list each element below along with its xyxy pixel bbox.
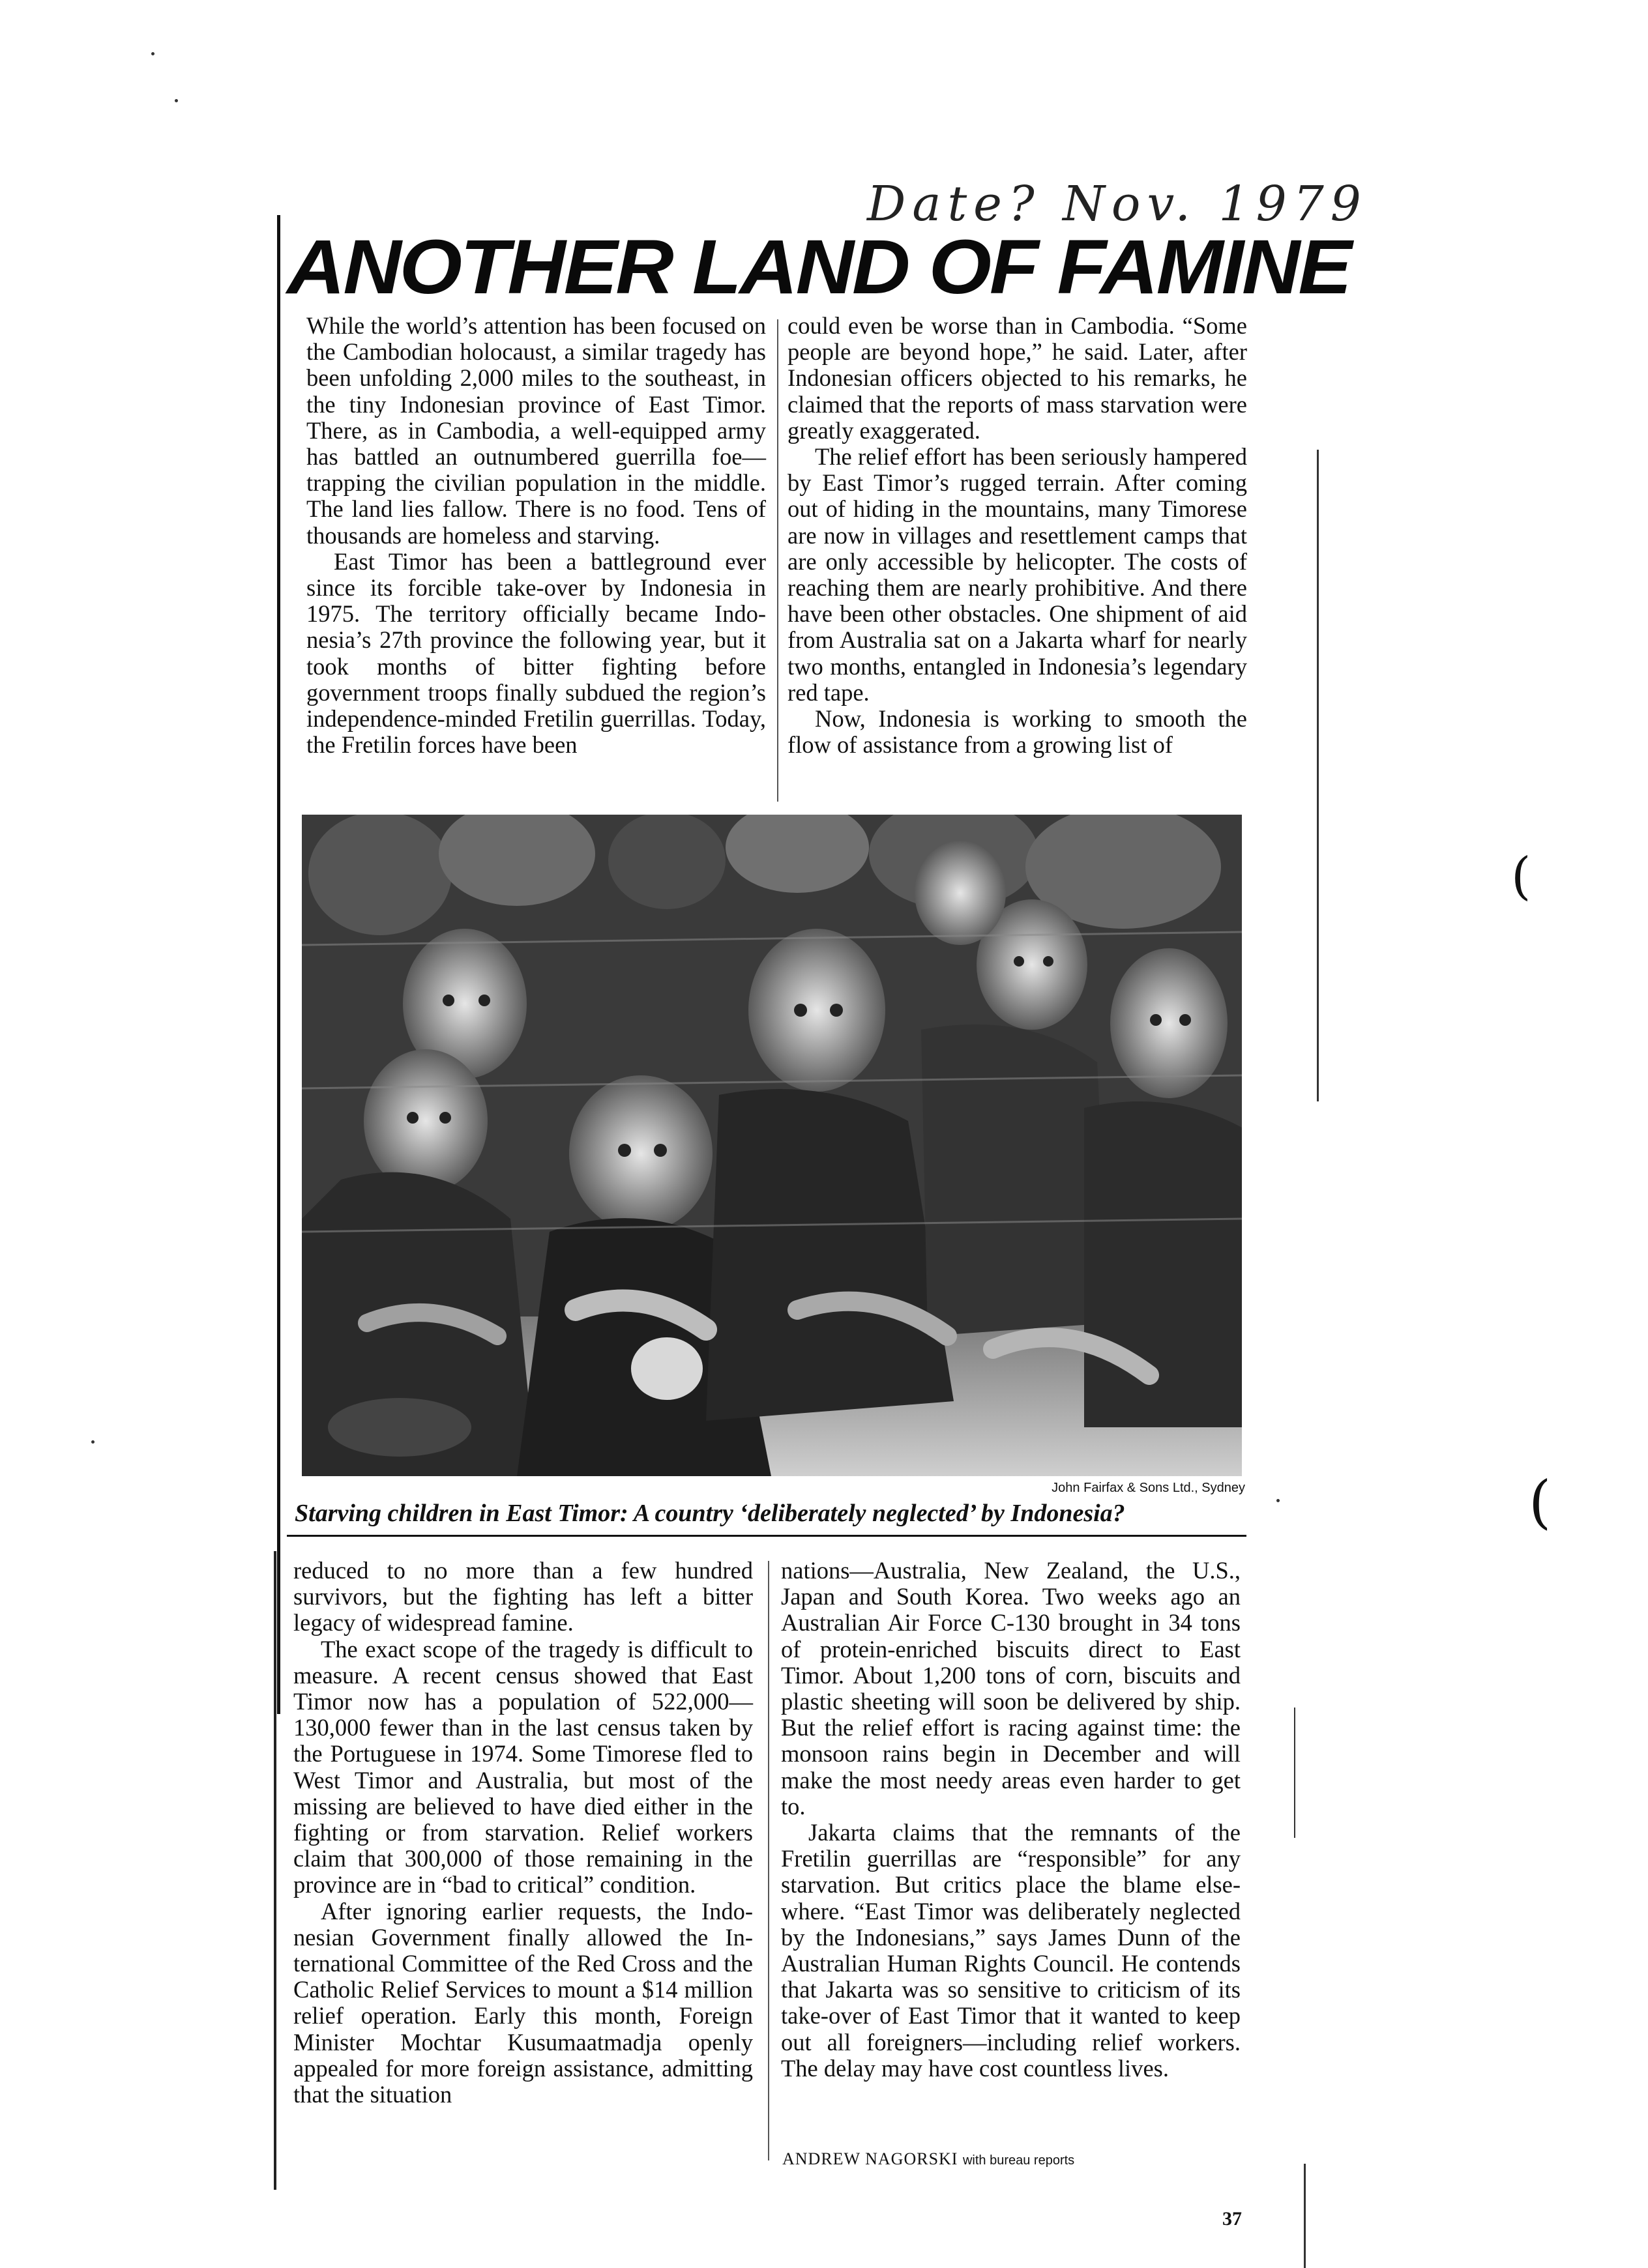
scan-speck <box>151 52 154 55</box>
margin-paren-lower: ( <box>1529 1468 1552 1535</box>
byline-suffix: with bureau reports <box>962 2153 1075 2168</box>
paragraph: nations—Australia, New Zealand, the U.S., Japan and South Korea. Two weeks ago an Australian Air Force C-130 brought in 34 tons of protein-enriched biscuits direct to East Timor. About 1,200 tons of corn, biscuits and plastic sheeting will soon be delivered by ship. But the relief effort is racing against time: the monsoon rains begin in December and will make the most needy areas even harder to get to. <box>781 1557 1241 1820</box>
paragraph: After ignoring earlier requests, the Indonesian Government finally allowed the International Committee of the Red Cross and the Catholic Relief Services to mount a $14 million relief operation. Early this month, Foreign Minister Mochtar Kusumaatmadja openly appealed for more foreign assistance, admitting that the situation <box>293 1897 753 2108</box>
paragraph: East Timor has been a battleground ever since its forcible take-over by Indonesia in 1975. The territory officially became Indonesia’s 27th province the following year, but it took months of bitter fighting before government troops finally subdued the region’s independence-minded Fretilin guerrillas. Today, the Fretilin forces have been <box>306 547 766 759</box>
margin-scan-line <box>1294 1708 1295 1838</box>
column-divider <box>777 319 778 802</box>
paragraph: The relief effort has been seriously hampered by East Timor’s rugged terrain. After coming out of hiding in the mountains, many Timorese are now in villages and resettlement camps that are only accessible by helicopter. The costs of reaching them are nearly prohibitive. And there have been other obstacles. One shipment of aid from Australia sat on a Jakarta wharf for nearly two months, entangled in Indonesia’s legendary red tape. <box>787 443 1247 706</box>
scan-speck <box>91 1440 95 1444</box>
margin-scan-line <box>1304 2164 1306 2268</box>
scan-speck <box>175 99 178 102</box>
article-column-4 <box>781 1558 1241 2164</box>
paragraph: The exact scope of the tragedy is difficult to measure. A recent census showed that East Timor now has a population of 522,000—130,000 fewer than in the last census taken by the Portuguese in 1974. Some Timorese fled to West Timor and Australia, but most of the missing are believed to have died either in the fighting or from starvation. Relief workers claim that 300,000 of those remaining in the province are in “bad to critical” condition. <box>293 1635 753 1898</box>
page-number: 37 <box>1222 2208 1242 2230</box>
headline: ANOTHER LAND OF FAMINE <box>287 224 1350 310</box>
left-margin-rule <box>274 1551 276 2190</box>
paragraph: Jakarta claims that the remnants of the Fretilin guerrillas are “responsible” for any starvation. But critics place the blame elsewhere. “East Timor was deliberately neglected by the Indonesians,” says James Dunn of the Australian Human Rights Council. He contends that Jakarta was so sensitive to criticism of its take-over of East Timor that it wanted to keep out all foreigners—including relief workers. The delay may have cost countless lives. <box>781 1819 1241 2082</box>
news-photo-starving-children <box>302 815 1242 1476</box>
handwritten-date-note: Date? Nov. 1979 <box>867 176 1368 232</box>
paragraph: While the world’s attention has been focused on the Cambodian holocaust, a similar tragedy has been unfolding 2,000 miles to the southeast, in the tiny Indonesian province of East Timor. There, as in Cambodia, a well-equipped army has battled an outnumbered guerrilla foe—trapping the civilian population in the middle. The land lies fallow. There is no food. Tens of thousands are homeless and starving. <box>306 312 766 549</box>
article-column-1 <box>306 313 766 808</box>
byline <box>782 2147 1252 2171</box>
caption-rule <box>287 1535 1246 1537</box>
column-divider <box>768 1561 769 2160</box>
headline-rule <box>277 215 280 1714</box>
photo-caption: Starving children in East Timor: A country ‘deliberately neglected’ by Indonesia? <box>295 1500 1125 1527</box>
article-column-3 <box>293 1558 753 2164</box>
scan-speck <box>1276 1499 1280 1502</box>
paragraph: reduced to no more than a few hundred survivors, but the fighting has left a bitter legacy of widespread famine. <box>293 1557 753 1636</box>
paragraph: could even be worse than in Cambodia. “Some people are beyond hope,” he said. Later, after Indonesian officers objected to his remarks, he claimed that the reports of mass starvation were greatly exaggerated. <box>787 312 1247 444</box>
margin-scan-line <box>1317 450 1319 1101</box>
margin-paren-upper: ( <box>1511 847 1531 906</box>
photo-credit: John Fairfax & Sons Ltd., Sydney <box>1052 1481 1245 1495</box>
byline-author: ANDREW NAGORSKI <box>782 2149 958 2168</box>
paragraph: Now, Indonesia is working to smooth the flow of assistance from a growing list of <box>787 705 1247 759</box>
photo-rendering <box>302 815 1242 1476</box>
article-column-2 <box>787 313 1247 808</box>
